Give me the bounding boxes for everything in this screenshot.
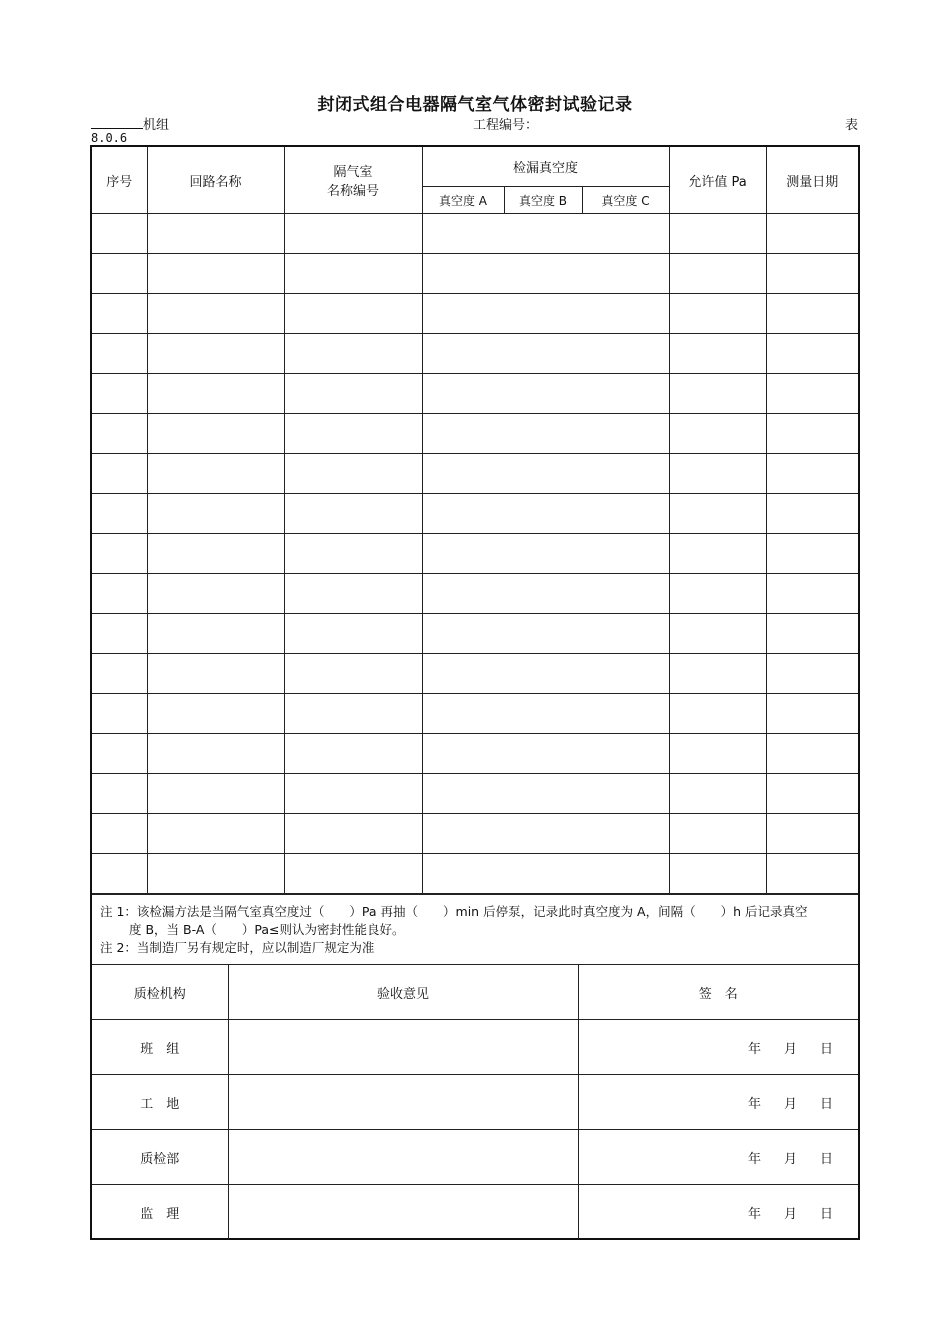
seq-cell[interactable] <box>92 774 147 814</box>
circuit-name-cell[interactable] <box>147 214 284 254</box>
qc-org-cell: 质检部 <box>92 1130 228 1185</box>
table-row <box>92 374 858 414</box>
acceptance-row <box>92 1020 858 1075</box>
table-row <box>92 774 858 814</box>
date-year-label: 年 <box>747 1096 762 1112</box>
circuit-name-cell[interactable] <box>147 694 284 734</box>
measure-date-cell[interactable] <box>766 614 858 654</box>
vacuum-cell[interactable] <box>422 814 669 854</box>
acceptance-header-row <box>92 965 858 1020</box>
measure-date-cell[interactable] <box>766 254 858 294</box>
allowed-value-cell[interactable] <box>669 534 766 574</box>
seq-cell[interactable] <box>92 534 147 574</box>
chamber-cell[interactable] <box>284 214 422 254</box>
table-row <box>92 654 858 694</box>
acceptance-opinion-cell[interactable] <box>228 1185 578 1240</box>
measure-date-cell[interactable] <box>766 414 858 454</box>
note-2: 注 2：当制造厂另有规定时，应以制造厂规定为准 <box>100 940 375 955</box>
chamber-cell[interactable] <box>284 694 422 734</box>
vacuum-cell[interactable] <box>422 454 669 494</box>
circuit-name-cell[interactable] <box>147 854 284 894</box>
unit-blank[interactable] <box>91 116 143 129</box>
circuit-name-cell[interactable] <box>147 734 284 774</box>
vacuum-cell[interactable] <box>422 574 669 614</box>
seq-cell[interactable] <box>92 614 147 654</box>
qc-org-cell: 监 理 <box>92 1185 228 1240</box>
vacuum-cell[interactable] <box>422 694 669 734</box>
vacuum-cell[interactable] <box>422 374 669 414</box>
circuit-name-cell[interactable] <box>147 654 284 694</box>
chamber-cell[interactable] <box>284 494 422 534</box>
allowed-value-cell[interactable] <box>669 614 766 654</box>
chamber-cell[interactable] <box>284 854 422 894</box>
header-circuit-name: 回路名称 <box>147 147 284 214</box>
measure-date-cell[interactable] <box>766 854 858 894</box>
measure-date-cell[interactable] <box>766 774 858 814</box>
signature-date-cell[interactable] <box>578 1130 858 1185</box>
qc-org-cell: 工 地 <box>92 1075 228 1130</box>
date-month-label: 月 <box>783 1151 798 1167</box>
measure-date-cell[interactable] <box>766 574 858 614</box>
chamber-cell[interactable] <box>284 414 422 454</box>
header-allowed-value: 允许值 Pa <box>669 147 766 214</box>
table-row <box>92 254 858 294</box>
measure-date-cell[interactable] <box>766 454 858 494</box>
measure-date-cell[interactable] <box>766 334 858 374</box>
vacuum-cell[interactable] <box>422 534 669 574</box>
unit-label: 机组 <box>143 118 170 133</box>
header-seq: 序号 <box>92 147 147 214</box>
allowed-value-cell[interactable] <box>669 694 766 734</box>
vacuum-cell[interactable] <box>422 254 669 294</box>
vacuum-test-table <box>92 147 858 894</box>
project-no-label: 工程编号： <box>473 118 539 133</box>
measure-date-cell[interactable] <box>766 814 858 854</box>
chamber-cell[interactable] <box>284 814 422 854</box>
table-row <box>92 214 858 254</box>
table-row <box>92 694 858 734</box>
date-year-label: 年 <box>747 1151 762 1167</box>
header-vacuum-b: 真空度 B <box>504 187 582 214</box>
vacuum-cell[interactable] <box>422 294 669 334</box>
header-chamber-line1: 隔气室 <box>333 165 373 180</box>
measure-date-cell[interactable] <box>766 654 858 694</box>
header-leak-vacuum: 检漏真空度 <box>422 147 669 187</box>
seq-cell[interactable] <box>92 254 147 294</box>
circuit-name-cell[interactable] <box>147 254 284 294</box>
vacuum-cell[interactable] <box>422 334 669 374</box>
vacuum-cell[interactable] <box>422 774 669 814</box>
date-month-label: 月 <box>783 1206 798 1222</box>
header-chamber-line2: 名称编号 <box>326 184 379 199</box>
note-1-continued: 度 B，当 B-A（ ）Pa≤则认为密封性能良好。 <box>129 922 405 937</box>
chamber-cell[interactable] <box>284 654 422 694</box>
measure-date-cell[interactable] <box>766 214 858 254</box>
table-row <box>92 814 858 854</box>
date-year-label: 年 <box>747 1041 762 1057</box>
measure-date-cell[interactable] <box>766 534 858 574</box>
date-month-label: 月 <box>783 1041 798 1057</box>
acceptance-opinion-cell[interactable] <box>228 1075 578 1130</box>
signature-date-cell[interactable] <box>578 1075 858 1130</box>
note-1: 注 1：该检漏方法是当隔气室真空度过（ ）Pa 再抽（ ）min 后停泵，记录此时真空度为 A，间隔（ ）h 后记录真空 <box>100 904 808 919</box>
notes-section <box>92 894 858 964</box>
date-month-label: 月 <box>783 1096 798 1112</box>
header-signature: 签 名 <box>578 965 858 1020</box>
allowed-value-cell[interactable] <box>669 454 766 494</box>
date-day-label: 日 <box>819 1206 834 1222</box>
allowed-value-cell[interactable] <box>669 814 766 854</box>
acceptance-row <box>92 1130 858 1185</box>
chamber-cell[interactable] <box>284 454 422 494</box>
table-row <box>92 494 858 534</box>
date-day-label: 日 <box>819 1096 834 1112</box>
vacuum-cell[interactable] <box>422 614 669 654</box>
measure-date-cell[interactable] <box>766 294 858 334</box>
header-measure-date: 测量日期 <box>766 147 858 214</box>
seq-cell[interactable] <box>92 694 147 734</box>
measure-date-cell[interactable] <box>766 734 858 774</box>
chamber-cell[interactable] <box>284 254 422 294</box>
chamber-cell[interactable] <box>284 534 422 574</box>
header-chamber <box>284 147 422 214</box>
allowed-value-cell[interactable] <box>669 854 766 894</box>
table-row <box>92 334 858 374</box>
circuit-name-cell[interactable] <box>147 374 284 414</box>
circuit-name-cell[interactable] <box>147 814 284 854</box>
seq-cell[interactable] <box>92 214 147 254</box>
vacuum-cell[interactable] <box>422 494 669 534</box>
signature-date-cell[interactable] <box>578 1020 858 1075</box>
table-row <box>92 574 858 614</box>
circuit-name-cell[interactable] <box>147 534 284 574</box>
qc-org-cell: 班 组 <box>92 1020 228 1075</box>
chamber-cell[interactable] <box>284 374 422 414</box>
vacuum-cell[interactable] <box>422 854 669 894</box>
table-row <box>92 534 858 574</box>
signature-date-cell[interactable] <box>578 1185 858 1240</box>
page-title: 封闭式组合电器隔气室气体密封试验记录 <box>317 95 633 115</box>
seq-cell[interactable] <box>92 374 147 414</box>
circuit-name-cell[interactable] <box>147 454 284 494</box>
allowed-value-cell[interactable] <box>669 654 766 694</box>
acceptance-row <box>92 1185 858 1240</box>
measure-date-cell[interactable] <box>766 374 858 414</box>
allowed-value-cell[interactable] <box>669 774 766 814</box>
header-vacuum-c: 真空度 C <box>582 187 669 214</box>
vacuum-cell[interactable] <box>422 734 669 774</box>
header-vacuum-a: 真空度 A <box>422 187 504 214</box>
table-row <box>92 454 858 494</box>
table-row <box>92 614 858 654</box>
vacuum-cell[interactable] <box>422 214 669 254</box>
seq-cell[interactable] <box>92 734 147 774</box>
table-label: 表 <box>845 118 859 133</box>
allowed-value-cell[interactable] <box>669 374 766 414</box>
allowed-value-cell[interactable] <box>669 734 766 774</box>
seq-cell[interactable] <box>92 414 147 454</box>
table-body <box>92 214 858 894</box>
date-day-label: 日 <box>819 1041 834 1057</box>
acceptance-row <box>92 1075 858 1130</box>
table-number: 8.0.6 <box>91 131 128 145</box>
chamber-cell[interactable] <box>284 574 422 614</box>
circuit-name-cell[interactable] <box>147 774 284 814</box>
circuit-name-cell[interactable] <box>147 334 284 374</box>
table-row <box>92 734 858 774</box>
seq-cell[interactable] <box>92 334 147 374</box>
seq-cell[interactable] <box>92 574 147 614</box>
circuit-name-cell[interactable] <box>147 294 284 334</box>
allowed-value-cell[interactable] <box>669 214 766 254</box>
acceptance-table <box>92 964 858 1239</box>
record-form <box>90 145 860 1240</box>
vacuum-cell[interactable] <box>422 414 669 454</box>
seq-cell[interactable] <box>92 294 147 334</box>
circuit-name-cell[interactable] <box>147 574 284 614</box>
allowed-value-cell[interactable] <box>669 294 766 334</box>
circuit-name-cell[interactable] <box>147 414 284 454</box>
date-year-label: 年 <box>747 1206 762 1222</box>
measure-date-cell[interactable] <box>766 694 858 734</box>
allowed-value-cell[interactable] <box>669 334 766 374</box>
chamber-cell[interactable] <box>284 734 422 774</box>
header-qc-org: 质检机构 <box>92 965 228 1020</box>
table-row <box>92 414 858 454</box>
allowed-value-cell[interactable] <box>669 574 766 614</box>
date-day-label: 日 <box>819 1151 834 1167</box>
allowed-value-cell[interactable] <box>669 494 766 534</box>
table-header-row <box>92 147 858 187</box>
acceptance-opinion-cell[interactable] <box>228 1020 578 1075</box>
seq-cell[interactable] <box>92 494 147 534</box>
vacuum-cell[interactable] <box>422 654 669 694</box>
acceptance-opinion-cell[interactable] <box>228 1130 578 1185</box>
seq-cell[interactable] <box>92 454 147 494</box>
seq-cell[interactable] <box>92 854 147 894</box>
chamber-cell[interactable] <box>284 614 422 654</box>
measure-date-cell[interactable] <box>766 494 858 534</box>
circuit-name-cell[interactable] <box>147 494 284 534</box>
header-acceptance-opinion: 验收意见 <box>228 965 578 1020</box>
allowed-value-cell[interactable] <box>669 254 766 294</box>
table-row <box>92 294 858 334</box>
chamber-cell[interactable] <box>284 294 422 334</box>
table-row <box>92 854 858 894</box>
acceptance-body <box>92 1020 858 1240</box>
circuit-name-cell[interactable] <box>147 614 284 654</box>
seq-cell[interactable] <box>92 654 147 694</box>
chamber-cell[interactable] <box>284 774 422 814</box>
chamber-cell[interactable] <box>284 334 422 374</box>
seq-cell[interactable] <box>92 814 147 854</box>
allowed-value-cell[interactable] <box>669 414 766 454</box>
